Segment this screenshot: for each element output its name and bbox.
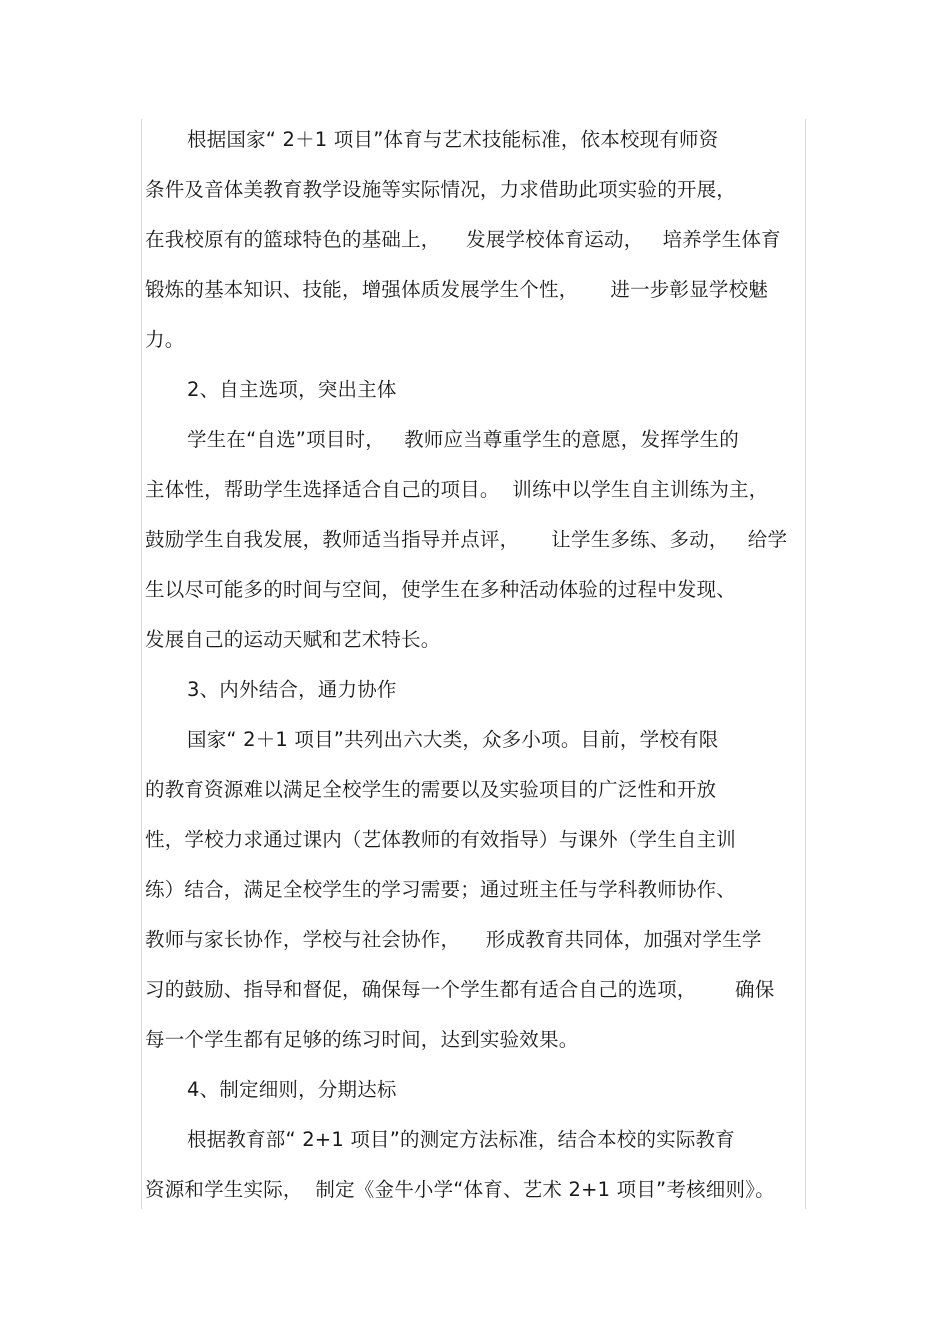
section-heading: 3、内外结合，通力协作 bbox=[187, 678, 397, 701]
paragraph-line: 条件及音体美教育教学设施等实际情况，力求借助此项实验的开展， bbox=[145, 178, 737, 201]
paragraph-line: 生以尽可能多的时间与空间，使学生在多种活动体验的过程中发现、 bbox=[145, 578, 737, 601]
paragraph-line: 学生在“自选”项目时， 教师应当尊重学生的意愿，发挥学生的 bbox=[187, 428, 740, 451]
paragraph-line: 根据教育部“ 2+1 项目”的测定方法标准，结合本校的实际教育 bbox=[187, 1128, 735, 1151]
paragraph-line: 锻炼的基本知识、技能，增强体质发展学生个性， 进一步彰显学校魅 bbox=[145, 278, 768, 301]
paragraph-line: 发展自己的运动天赋和艺术特长。 bbox=[145, 628, 441, 651]
paragraph-line: 资源和学生实际， 制定《金牛小学“体育、艺术 2+1 项目”考核细则》。 bbox=[145, 1178, 775, 1201]
section-heading: 4、制定细则，分期达标 bbox=[187, 1078, 397, 1101]
paragraph-line: 在我校原有的篮球特色的基础上， 发展学校体育运动， 培养学生体育 bbox=[145, 228, 781, 251]
paragraph-line: 鼓励学生自我发展，教师适当指导并点评， 让学生多练、多动， 给学 bbox=[145, 528, 788, 551]
paragraph-line: 教师与家长协作，学校与社会协作， 形成教育共同体，加强对学生学 bbox=[145, 928, 762, 951]
paragraph-line: 性，学校力求通过课内（艺体教师的有效指导）与课外（学生自主训 bbox=[145, 828, 737, 851]
paragraph-line: 习的鼓励、指导和督促，确保每一个学生都有适合自己的选项， 确保 bbox=[145, 978, 775, 1001]
paragraph-line: 力。 bbox=[145, 328, 185, 351]
paragraph-line: 的教育资源难以满足全校学生的需要以及实验项目的广泛性和开放 bbox=[145, 778, 717, 801]
paragraph-line: 国家“ 2＋1 项目”共列出六大类，众多小项。目前，学校有限 bbox=[187, 728, 719, 751]
paragraph-line: 根据国家“ 2＋1 项目”体育与艺术技能标准，依本校现有师资 bbox=[187, 128, 719, 151]
paragraph-line: 练）结合，满足全校学生的学习需要；通过班主任与学科教师协作、 bbox=[145, 878, 737, 901]
section-heading: 2、自主选项，突出主体 bbox=[187, 378, 397, 401]
paragraph-line: 每一个学生都有足够的练习时间，达到实验效果。 bbox=[145, 1028, 579, 1051]
paragraph-line: 主体性，帮助学生选择适合自己的项目。 训练中以学生自主训练为主， bbox=[145, 478, 769, 501]
